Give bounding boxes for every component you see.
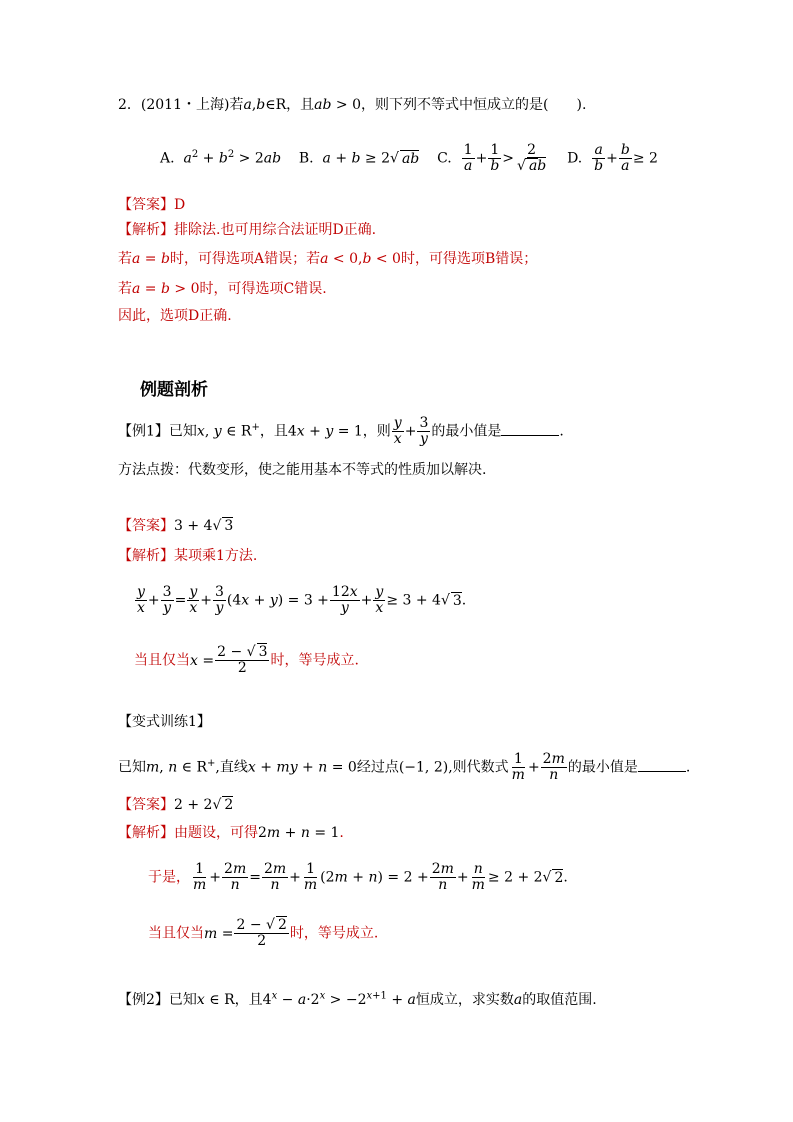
problem2-stem: 2．(2011・上海)若a,b∈R，且ab > 0，则下列不等式中恒成立的是( ). <box>118 97 587 113</box>
variant1-equality-condition: 当且仅当m = $\frac{2 - √ 2}{2}$ 时，等号成立. <box>148 917 379 949</box>
variant1-analysis: 【解析】由题设，可得2m + n = 1. <box>118 825 344 841</box>
example1-method: 方法点拨：代数变形，使之能用基本不等式的性质加以解决. <box>118 462 487 478</box>
option-b-label: B. <box>298 150 314 167</box>
option-c-label: C. <box>437 150 452 167</box>
answer-blank <box>501 421 559 436</box>
problem2-analysis-line3: 若a = b > 0时，可得选项C错误. <box>118 281 327 297</box>
example1-equation: $\frac{y}{x}$ + $\frac{3}{y}$ = $\frac{y}{x}$ + $\frac{3}{y}$ (4x + y) = 3 + $\frac{12x}{y}$ + $\frac{y}{x}$ ≥ 3 + 4√ 3. <box>137 584 467 616</box>
answer-blank <box>638 757 686 772</box>
option-d-label: D. <box>567 150 583 167</box>
problem2-options: A. $a^2 + b^2 > 2ab$ B. a + b ≥ 2√ ab C. $\frac{1}{a}$ + $\frac{1}{b}$ > $\frac{2}{√ ab}$ D. $\frac{a}{b}$ + $\frac{b}{a}$ ≥ 2 <box>160 142 658 174</box>
example2-label: 【例2】 <box>118 992 169 1008</box>
variant1-answer: 【答案】2 + 2√ 2 <box>118 797 234 813</box>
example2-stem: 【例2】已知x ∈ R，且$4^x - a\cdot 2^x > -2^{x+1} + a$恒成立，求实数a的取值范围. <box>118 990 597 1008</box>
problem2-answer: 【答案】D <box>118 197 186 213</box>
variant1-stem: 已知m, n ∈ R+,直线x + my + n = 0经过点(−1, 2),则代数式 $\frac{1}{m}$ + $\frac{2m}{n}$ 的最小值是 . <box>118 751 691 783</box>
section-title: 例题剖析 <box>140 380 208 400</box>
example1-analysis: 【解析】某项乘1方法. <box>118 548 258 564</box>
problem2-analysis-line4: 因此，选项D正确. <box>118 308 232 324</box>
problem2-analysis: 【解析】排除法.也可用综合法证明D正确. <box>118 222 377 238</box>
variant1-equation: 于是， $\frac{1}{m}$ + $\frac{2m}{n}$ = $\frac{2m}{n}$ + $\frac{1}{m}$ (2m + n) = 2 + $\frac{2m}{n}$ + $\frac{n}{m}$ ≥ 2 + 2√ 2. <box>148 861 568 893</box>
example1-label: 【例1】 <box>118 423 169 440</box>
problem2-analysis-line2: 若a = b时，可得选项A错误；若a < 0,b < 0时，可得选项B错误； <box>118 251 538 267</box>
example1-answer: 【答案】3 + 4√ 3 <box>118 518 234 534</box>
example1-stem: 【例1】已知x, y ∈ R+，且4x + y = 1，则 $\frac{y}{x}$ + $\frac{3}{y}$ 的最小值是 . <box>118 415 564 447</box>
option-a-label: A. <box>160 150 175 167</box>
problem2-intro: 2．(2011・上海)若 <box>118 97 244 113</box>
variant1-label: 【变式训练1】 <box>118 714 211 730</box>
example1-equality-condition: 当且仅当x = $\frac{2 - √ 3}{2}$ 时，等号成立. <box>134 644 359 676</box>
